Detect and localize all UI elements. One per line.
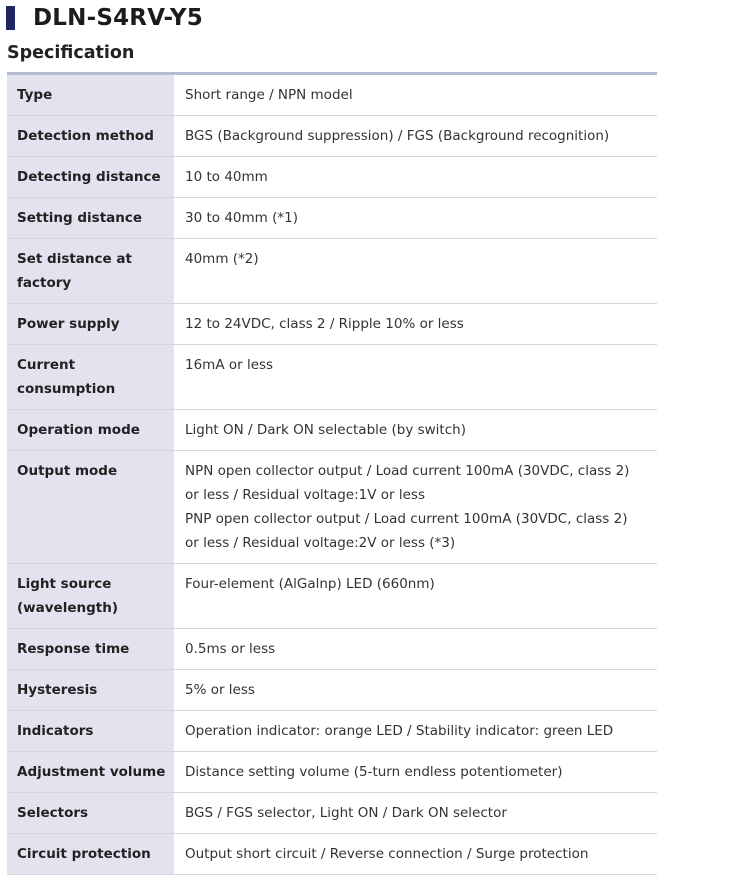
- product-title: DLN-S4RV-Y5: [33, 5, 203, 31]
- spec-value: [174, 345, 657, 410]
- spec-table: [7, 75, 657, 875]
- spec-row: [7, 564, 657, 629]
- spec-label: Indicators: [7, 711, 174, 752]
- spec-label: Setting distance: [7, 198, 174, 239]
- spec-value: [174, 157, 657, 198]
- spec-value: [174, 116, 657, 157]
- spec-row: [7, 410, 657, 451]
- spec-row: [7, 239, 657, 304]
- spec-value-line: BGS / FGS selector, Light ON / Dark ON selector: [185, 805, 507, 821]
- spec-value-line: NPN open collector output / Load current 100mA (30VDC, class 2) or less / Residual voltage:1V or less: [185, 463, 630, 503]
- spec-value: [174, 834, 657, 875]
- spec-value-line: Distance setting volume (5-turn endless potentiometer): [185, 764, 563, 780]
- spec-row: [7, 670, 657, 711]
- spec-value-line: 40mm (*2): [185, 251, 259, 267]
- spec-label: Circuit protection: [7, 834, 174, 875]
- spec-row: [7, 451, 657, 564]
- spec-value-line: 30 to 40mm (*1): [185, 210, 298, 226]
- title-accent-bar: [6, 6, 15, 30]
- spec-row: [7, 198, 657, 239]
- spec-value-line: BGS (Background suppression) / FGS (Background recognition): [185, 128, 610, 144]
- spec-value: [174, 410, 657, 451]
- spec-label: Light source (wavelength): [7, 564, 174, 629]
- spec-label: Adjustment volume: [7, 752, 174, 793]
- spec-label: Type: [7, 75, 174, 116]
- spec-row: [7, 629, 657, 670]
- spec-value: [174, 239, 657, 304]
- spec-value-line: 0.5ms or less: [185, 641, 276, 657]
- spec-label: Operation mode: [7, 410, 174, 451]
- spec-value: [174, 711, 657, 752]
- spec-value-line: 12 to 24VDC, class 2 / Ripple 10% or less: [185, 316, 464, 332]
- spec-value-line: Four-element (AlGalnp) LED (660nm): [185, 576, 435, 592]
- spec-value: [174, 564, 657, 629]
- spec-row: [7, 116, 657, 157]
- spec-value: [174, 451, 657, 564]
- spec-value-line: 5% or less: [185, 682, 255, 698]
- spec-row: [7, 157, 657, 198]
- spec-row: [7, 711, 657, 752]
- spec-row: [7, 345, 657, 410]
- spec-value: [174, 793, 657, 834]
- spec-value-line: Short range / NPN model: [185, 87, 353, 103]
- spec-value: [174, 670, 657, 711]
- spec-value: [174, 198, 657, 239]
- spec-label: Set distance at factory: [7, 239, 174, 304]
- spec-value-line: 10 to 40mm: [185, 169, 268, 185]
- spec-label: Selectors: [7, 793, 174, 834]
- spec-label: Hysteresis: [7, 670, 174, 711]
- spec-table-body: [7, 75, 657, 875]
- spec-label: Detecting distance: [7, 157, 174, 198]
- spec-row: [7, 304, 657, 345]
- spec-value-line: 16mA or less: [185, 357, 274, 373]
- spec-row: [7, 793, 657, 834]
- spec-value-line: Output short circuit / Reverse connection / Surge protection: [185, 846, 589, 862]
- spec-value: [174, 75, 657, 116]
- spec-value-line: Operation indicator: orange LED / Stability indicator: green LED: [185, 723, 614, 739]
- spec-row: [7, 834, 657, 875]
- spec-label: Output mode: [7, 451, 174, 564]
- spec-label: Detection method: [7, 116, 174, 157]
- spec-label: Response time: [7, 629, 174, 670]
- spec-row: [7, 75, 657, 116]
- spec-row: [7, 752, 657, 793]
- spec-value: [174, 752, 657, 793]
- spec-value: [174, 629, 657, 670]
- spec-label: Current consumption: [7, 345, 174, 410]
- spec-value-line: PNP open collector output / Load current 100mA (30VDC, class 2) or less / Residual voltage:2V or less (*3): [185, 511, 628, 551]
- spec-value: [174, 304, 657, 345]
- spec-value-line: Light ON / Dark ON selectable (by switch): [185, 422, 466, 438]
- product-header: [6, 4, 203, 32]
- section-title: Specification: [7, 43, 135, 63]
- spec-label: Power supply: [7, 304, 174, 345]
